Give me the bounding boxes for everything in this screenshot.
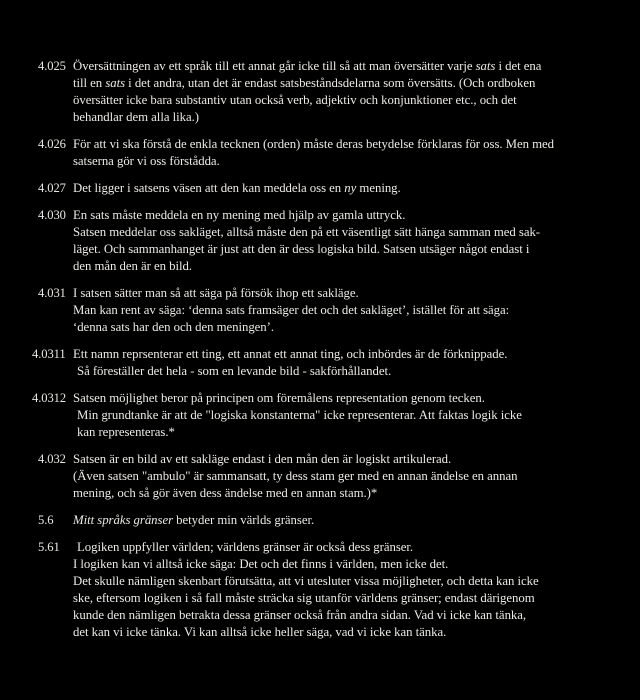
proposition-number: 4.027 [38, 181, 66, 195]
plain-text: Min grundtanke är att de "logiska konstanterna" icke representerar. Att faktas logik icke [77, 408, 522, 422]
plain-text: i det ena [495, 59, 542, 73]
text-line [73, 451, 582, 468]
plain-text: Logiken uppfyller världen; världens gränser är också dess gränser. [77, 540, 414, 554]
plain-text: Satsen meddelar oss sakläget, alltså måste den på ett väsentligt sätt hänga samman med sak- [73, 225, 541, 239]
emphasis-text: sats [475, 59, 496, 73]
plain-text: I satsen sätter man så att säga på försök ihop ett sakläge. [73, 286, 359, 300]
text-line [73, 590, 582, 607]
text-line [73, 58, 582, 75]
text-line [73, 485, 582, 502]
proposition-number: 4.030 [38, 208, 66, 222]
text-line [73, 241, 582, 258]
plain-text: Satsen är en bild av ett sakläge endast i den mån den är logiskt artikulerad. [73, 452, 452, 466]
proposition [38, 136, 582, 170]
plain-text: Ett namn reprsenterar ett ting, ett annat ett annat ting, och inbördes är de förknippade. [73, 347, 508, 361]
text-line [73, 363, 582, 380]
text-line [73, 424, 582, 441]
proposition [38, 512, 582, 529]
proposition-text [73, 180, 582, 197]
proposition-text [73, 285, 582, 336]
emphasis-text: sats [105, 76, 126, 90]
plain-text: behandlar dem alla lika.) [73, 110, 199, 124]
plain-text: kan representeras.* [77, 425, 175, 439]
text-line [73, 390, 582, 407]
plain-text: översätter icke bara substantiv utan också verb, adjektiv och konjunktioner etc., och det [73, 93, 517, 107]
plain-text: mening, och så gör även dess ändelse med en annan stam.)* [73, 486, 378, 500]
proposition [38, 180, 582, 197]
proposition-number: 5.61 [38, 540, 60, 554]
plain-text: Så föreställer det hela - som en levande bild - sakförhållandet. [77, 364, 392, 378]
text-line [73, 407, 582, 424]
proposition [32, 390, 582, 441]
proposition-number: 4.0312 [32, 391, 67, 405]
plain-text: det kan vi icke tänka. Vi kan alltså icke heller säga, vad vi icke kan tänka. [73, 625, 447, 639]
text-line [73, 556, 582, 573]
plain-text: satserna gör vi oss förstådda. [73, 154, 220, 168]
plain-text: Man kan rent av säga: ‘denna sats framsäger det och det sakläget’, istället för att säga: [73, 303, 510, 317]
proposition [38, 207, 582, 275]
text-line [73, 136, 582, 153]
proposition-text [73, 58, 582, 126]
proposition [38, 58, 582, 126]
plain-text: En sats måste meddela en ny mening med hjälp av gamla uttryck. [73, 208, 406, 222]
plain-text: Översättningen av ett språk till ett annat går icke till så att man översätter varje [73, 59, 476, 73]
proposition-text [73, 136, 582, 170]
plain-text: I logiken kan vi alltså icke säga: Det och det finns i världen, men icke det. [73, 557, 449, 571]
text-line [73, 153, 582, 170]
plain-text: den mån den är en bild. [73, 259, 192, 273]
plain-text: ‘denna sats har den och den meningen’. [73, 320, 275, 334]
proposition-number: 4.032 [38, 452, 66, 466]
text-line [73, 224, 582, 241]
plain-text: Satsen möjlighet beror på principen om föremålens representation genom tecken. [73, 391, 485, 405]
proposition [32, 346, 582, 380]
plain-text: till en [73, 76, 106, 90]
proposition [38, 285, 582, 336]
text-line [73, 92, 582, 109]
proposition-text [73, 512, 582, 529]
emphasis-text: Mitt språks gränser [73, 513, 174, 527]
proposition-number: 5.6 [38, 513, 54, 527]
text-line [73, 258, 582, 275]
text-line [73, 624, 582, 641]
plain-text: kunde den nämligen betrakta dessa gränser också från andra sidan. Vad vi icke kan tänka, [73, 608, 527, 622]
text-line [73, 109, 582, 126]
plain-text: ske, eftersom logiken i så fall måste sträcka sig utanför världens gränser; endast därigenom [73, 591, 535, 605]
text-line [73, 539, 582, 556]
emphasis-text: ny [344, 181, 357, 195]
proposition-text [73, 346, 582, 380]
proposition-number: 4.031 [38, 286, 66, 300]
text-line [73, 607, 582, 624]
text-line [73, 302, 582, 319]
text-line [73, 512, 582, 529]
text-line [73, 319, 582, 336]
plain-text: i det andra, utan det är endast satsbeståndsdelarna som översätts. (Och ordboken [125, 76, 536, 90]
text-line [73, 75, 582, 92]
proposition-text [73, 207, 582, 275]
text-line [73, 346, 582, 363]
proposition [38, 451, 582, 502]
plain-text: läget. Och sammanhanget är just att den är dess logiska bild. Satsen utsäger något endast i [73, 242, 530, 256]
proposition [38, 539, 582, 641]
plain-text: Det skulle nämligen skenbart förutsätta, att vi utesluter vissa möjligheter, och detta kan icke [73, 574, 539, 588]
proposition-number: 4.026 [38, 137, 66, 151]
text-line [73, 468, 582, 485]
proposition-text [73, 451, 582, 502]
proposition-number: 4.0311 [32, 347, 66, 361]
proposition-text [73, 539, 582, 641]
plain-text: Det ligger i satsens väsen att den kan meddela oss en [73, 181, 345, 195]
text-line [73, 180, 582, 197]
plain-text: mening. [356, 181, 401, 195]
text-line [73, 285, 582, 302]
proposition-number: 4.025 [38, 59, 66, 73]
text-line [73, 207, 582, 224]
proposition-list [32, 58, 582, 641]
plain-text: För att vi ska förstå de enkla tecknen (orden) måste deras betydelse förklaras för oss. Men med [73, 137, 555, 151]
proposition-text [73, 390, 582, 441]
text-line [73, 573, 582, 590]
plain-text: betyder min världs gränser. [173, 513, 315, 527]
plain-text: (Även satsen "ambulo" är sammansatt, ty dess stam ger med en annan ändelse en annan [73, 469, 518, 483]
